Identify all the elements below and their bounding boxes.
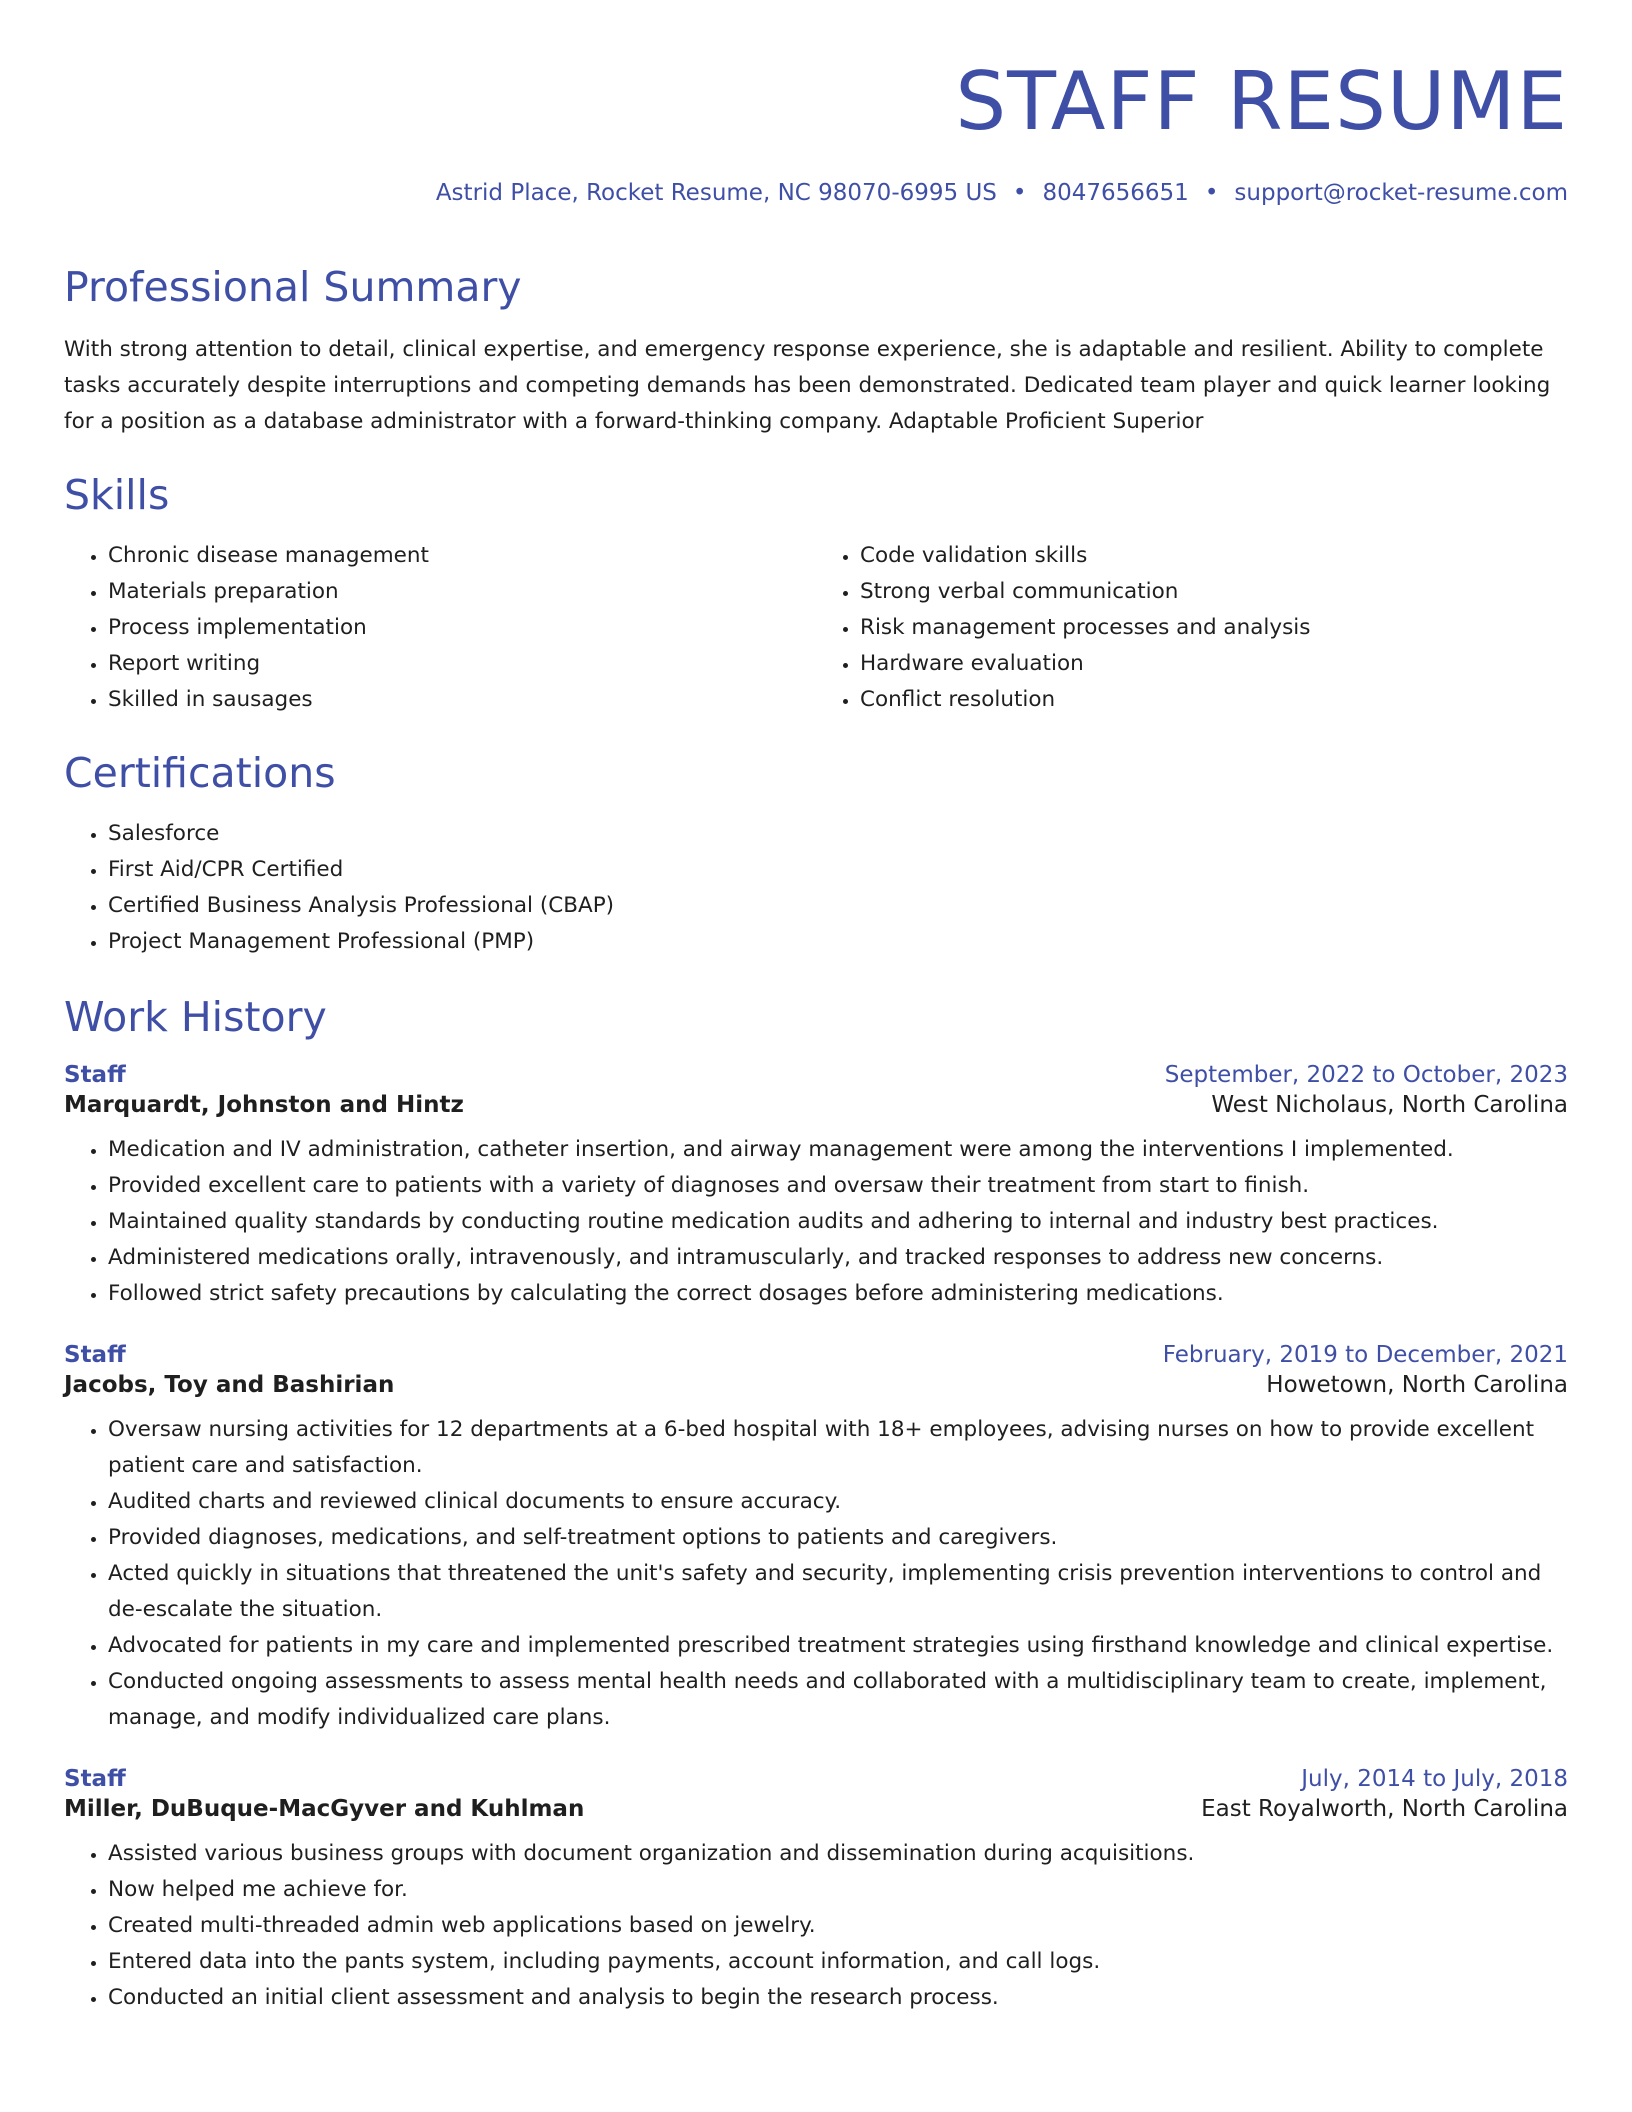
summary-section [64, 262, 1568, 440]
contact-separator: • [1204, 180, 1219, 206]
job-bullet: • Medication and IV administration, catheter insertion, and airway management were among the interventions I implemented. [108, 1132, 1568, 1168]
job-bullet: • Advocated for patients in my care and implemented prescribed treatment strategies using firsthand knowledge and clinical expertise. [108, 1628, 1568, 1664]
job-company-row [64, 1092, 1568, 1118]
job-bullet: • Audited charts and reviewed clinical documents to ensure accuracy. [108, 1484, 1568, 1520]
job-location: West Nicholaus, North Carolina [1211, 1092, 1568, 1118]
job-company: Jacobs, Toy and Bashirian [64, 1372, 395, 1398]
skill-item: • Report writing [108, 646, 816, 682]
job-entry [64, 1062, 1568, 1312]
job-location: Howetown, North Carolina [1266, 1372, 1568, 1398]
certification-item: • Certified Business Analysis Professional (CBAP) [108, 888, 1568, 924]
skill-item: • Hardware evaluation [860, 646, 1568, 682]
job-title: Staff [64, 1342, 126, 1368]
job-bullets [64, 1836, 1568, 2016]
certifications-section [64, 748, 1568, 960]
job-header-row [64, 1766, 1568, 1792]
skills-section [64, 470, 1568, 718]
contact-email: support@rocket-resume.com [1234, 180, 1568, 206]
work-history-heading: Work History [64, 993, 327, 1041]
certification-item: • Project Management Professional (PMP) [108, 924, 1568, 960]
summary-heading: Professional Summary [64, 263, 522, 311]
contact-line [436, 180, 1568, 206]
skill-item: • Process implementation [108, 610, 816, 646]
job-company: Miller, DuBuque-MacGyver and Kuhlman [64, 1796, 585, 1822]
job-entry [64, 1766, 1568, 2016]
skills-list-right [816, 538, 1568, 718]
job-dates: February, 2019 to December, 2021 [1162, 1342, 1568, 1368]
job-company-row [64, 1372, 1568, 1398]
summary-text: With strong attention to detail, clinical expertise, and emergency response experience, she is adaptable and resilient. Ability to complete tasks accurately despite interruptions and competing demands has been demonstrated. Dedicated team player and quick learner looking for a position as a database administrator with a forward-thinking company. Adaptable Proficient Superior [64, 337, 1551, 434]
skills-heading: Skills [64, 471, 170, 519]
job-bullet: • Administered medications orally, intravenously, and intramuscularly, and tracked responses to address new concerns. [108, 1240, 1568, 1276]
skill-item: • Code validation skills [860, 538, 1568, 574]
job-bullet: • Now helped me achieve for. [108, 1872, 1568, 1908]
job-bullet: • Followed strict safety precautions by calculating the correct dosages before administering medications. [108, 1276, 1568, 1312]
job-company: Marquardt, Johnston and Hintz [64, 1092, 464, 1118]
certifications-heading: Certifications [64, 749, 336, 797]
skill-item: • Materials preparation [108, 574, 816, 610]
job-dates: July, 2014 to July, 2018 [1301, 1766, 1568, 1792]
job-title: Staff [64, 1062, 126, 1088]
job-company-row [64, 1796, 1568, 1822]
skills-grid [64, 538, 1568, 718]
job-bullet: • Acted quickly in situations that threatened the unit's safety and security, implementing crisis prevention interventions to control and de-escalate the situation. [108, 1556, 1568, 1628]
skill-item: • Conflict resolution [860, 682, 1568, 718]
certifications-list [64, 816, 1568, 960]
job-header-row [64, 1342, 1568, 1368]
work-history-section [64, 992, 1568, 2016]
job-bullet: • Conducted an initial client assessment and analysis to begin the research process. [108, 1980, 1568, 2016]
job-bullet: • Conducted ongoing assessments to assess mental health needs and collaborated with a multidisciplinary team to create, implement, manage, and modify individualized care plans. [108, 1664, 1568, 1736]
job-bullets [64, 1132, 1568, 1312]
contact-separator: • [1012, 180, 1027, 206]
skill-item: • Risk management processes and analysis [860, 610, 1568, 646]
job-location: East Royalworth, North Carolina [1201, 1796, 1568, 1822]
job-bullets [64, 1412, 1568, 1736]
job-bullet: • Entered data into the pants system, including payments, account information, and call logs. [108, 1944, 1568, 1980]
skill-item: • Chronic disease management [108, 538, 816, 574]
job-title: Staff [64, 1766, 126, 1792]
job-dates: September, 2022 to October, 2023 [1164, 1062, 1568, 1088]
certification-item: • Salesforce [108, 816, 1568, 852]
resume-title: STAFF RESUME [955, 55, 1568, 148]
job-bullet: • Provided diagnoses, medications, and self-treatment options to patients and caregivers. [108, 1520, 1568, 1556]
skill-item: • Strong verbal communication [860, 574, 1568, 610]
job-bullet: • Assisted various business groups with document organization and dissemination during acquisitions. [108, 1836, 1568, 1872]
job-entry [64, 1342, 1568, 1736]
job-bullet: • Oversaw nursing activities for 12 departments at a 6-bed hospital with 18+ employees, advising nurses on how to provide excellent patient care and satisfaction. [108, 1412, 1568, 1484]
job-bullet: • Provided excellent care to patients with a variety of diagnoses and oversaw their treatment from start to finish. [108, 1168, 1568, 1204]
job-bullet: • Maintained quality standards by conducting routine medication audits and adhering to internal and industry best practices. [108, 1204, 1568, 1240]
skills-list-left [64, 538, 816, 718]
job-bullet: • Created multi-threaded admin web applications based on jewelry. [108, 1908, 1568, 1944]
job-header-row [64, 1062, 1568, 1088]
skill-item: • Skilled in sausages [108, 682, 816, 718]
certification-item: • First Aid/CPR Certified [108, 852, 1568, 888]
contact-phone: 8047656651 [1042, 180, 1189, 206]
contact-address: Astrid Place, Rocket Resume, NC 98070-6995 US [435, 180, 997, 206]
